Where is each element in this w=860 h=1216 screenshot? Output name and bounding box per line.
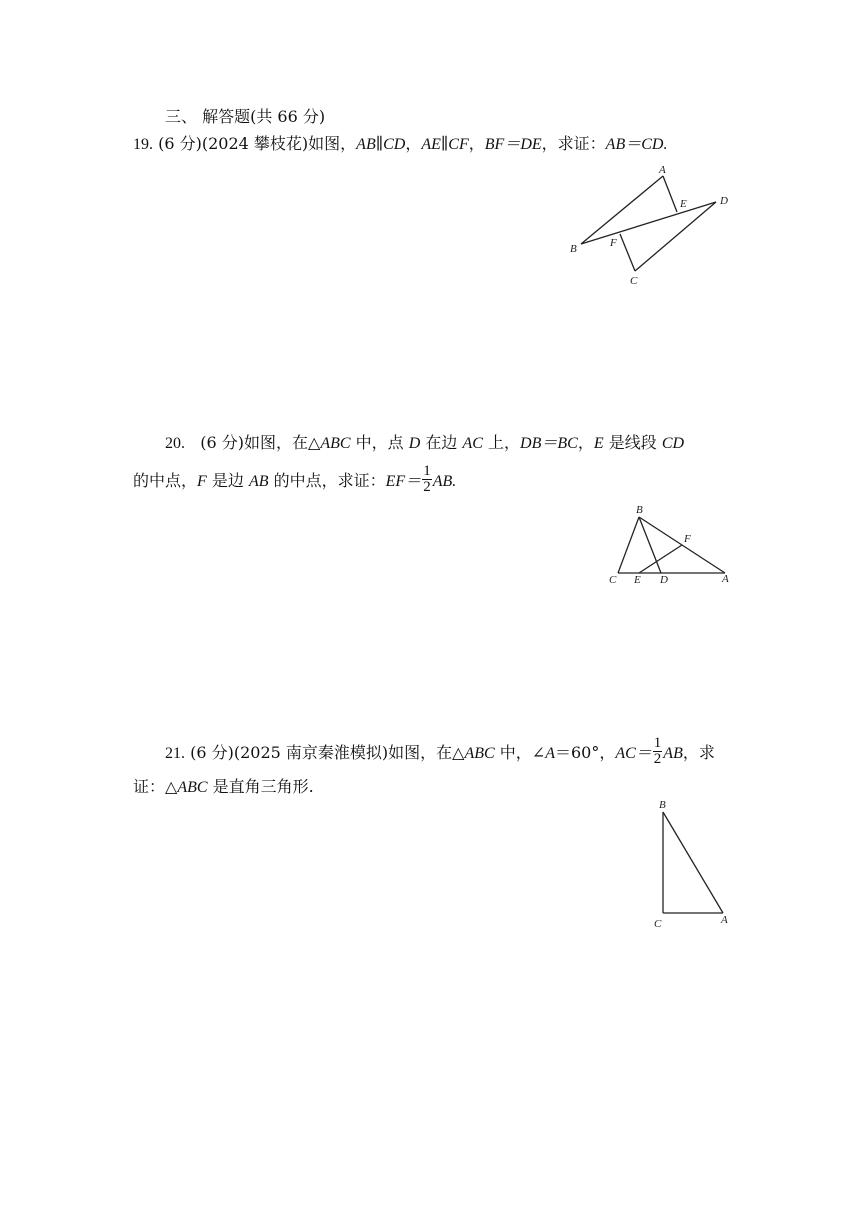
q20-side: AC [462,435,483,452]
q19-seg-DC [635,202,716,271]
q20-line2-a: 的中点， [133,471,198,490]
q19-number: 19. [133,136,153,153]
q21-tri2: ABC [177,779,208,796]
q19-text-a: 如图， [308,134,357,153]
q19-sep1: ， [405,134,422,153]
q21-line1 [165,735,715,769]
q20-seg-BD [639,517,661,573]
q21-line2-a: 证：△ [133,777,178,796]
q21-text-c: ，求 [682,743,715,762]
q20-label-F: F [684,533,691,545]
q20-text-d: 上， [482,433,521,452]
q19-figure [565,162,745,287]
q19-text-b: ，求证： [541,134,606,153]
q19-cond3: BF＝DE [484,136,542,153]
q19-score: (6 分) [158,134,202,153]
q20-line2-c: 的中点，求证： [268,471,386,490]
q19-label-E: E [680,198,687,210]
q20-fraction [422,464,432,495]
q19-cond1: AB∥CD [356,136,406,153]
q19-label-B: B [570,243,577,255]
q19-line [133,133,667,156]
q20-label-C: C [609,574,617,586]
q20-line1 [165,432,684,455]
q20-frac-num: 1 [423,463,431,479]
q21-line2 [133,776,314,799]
q19-source: (2024 攀枝花) [201,134,309,153]
q20-side2: AB [248,473,269,490]
q21-source: (2025 南京秦淮模拟) [233,743,389,762]
q21-label-C: C [654,918,662,930]
q21-cond-left: AC＝ [615,745,652,762]
q20-seg: CD [661,435,685,452]
q20-seg-EF [639,545,682,573]
q20-label-A: A [722,573,729,585]
q19-label-A: A [659,164,666,176]
q20-line2-b: 是边 [206,471,249,490]
q20-label-E: E [634,574,641,586]
q21-label-B: B [659,799,666,811]
q20-number: 20. [165,435,185,452]
q20-point-e: E [593,435,604,452]
q21-text-b: 中，∠ [494,743,546,762]
q21-figure [650,796,750,936]
q21-fraction [653,736,663,767]
q21-line2-b: 是直角三角形. [207,777,314,796]
q19-label-D: D [720,195,728,207]
q20-seg-BC [618,517,639,573]
q20-figure [605,502,745,592]
q20-cond1: DB＝BC [520,435,578,452]
q20-text-f: 是线段 [603,433,662,452]
q20-frac-den: 2 [423,479,431,495]
q21-angle-val: ＝60°， [554,743,616,762]
q21-tri: ABC [464,745,495,762]
q21-seg-BA [663,812,723,913]
q20-score: (6 分) [200,433,245,452]
q21-number: 21. [165,745,185,762]
q20-goal-left: EF＝ [385,473,422,490]
q19-sep2: ， [468,134,485,153]
q21-score: (6 分) [190,743,234,762]
q21-label-A: A [721,914,728,926]
q21-angle-pt: A [545,745,555,762]
q21-frac-num: 1 [653,735,662,751]
q20-label-B: B [636,504,643,516]
section-title: 三、 解答题(共 66 分) [165,107,326,126]
q20-text-a: 如图，在△ [244,433,321,452]
q20-tri: ABC [320,435,351,452]
q19-label-C: C [630,275,638,287]
q20-goal-right: AB. [432,473,457,490]
q20-text-b: 中，点 [350,433,409,452]
q21-cond-right: AB [663,745,683,762]
q19-seg-AB [581,176,663,244]
q20-text-c: 在边 [420,433,463,452]
q20-text-e: ， [577,433,594,452]
q20-label-D: D [660,574,668,586]
q21-frac-den: 2 [653,751,662,767]
q21-text-a: 如图，在△ [388,743,465,762]
q20-point-d: D [408,435,421,452]
q19-seg-CF [620,234,635,271]
q20-point-f: F [197,473,207,490]
q19-cond2: AE∥CF [421,136,469,153]
q20-line2 [133,463,457,497]
q19-label-F: F [610,237,617,249]
q19-goal: AB＝CD. [605,136,668,153]
q19-seg-BD [581,202,716,244]
q19-seg-AE [663,176,677,212]
